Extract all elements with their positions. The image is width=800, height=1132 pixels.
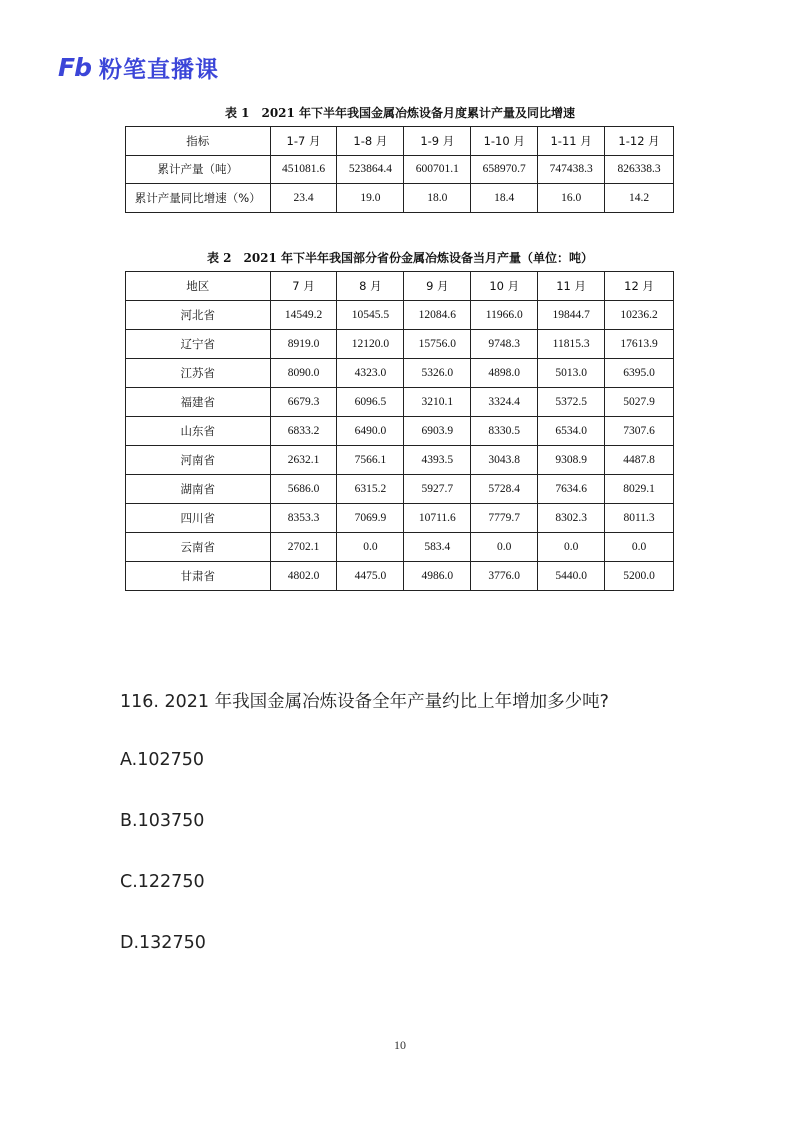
- table2-cell: 10545.5: [337, 301, 404, 330]
- table2-cell: 583.4: [404, 533, 471, 562]
- table1-header-cell: 1-9 月: [404, 127, 471, 156]
- table2-cell: 11815.3: [538, 330, 605, 359]
- table2-row: [126, 446, 674, 475]
- table2-cell: 2632.1: [270, 446, 337, 475]
- table2-header-cell: 地区: [126, 272, 271, 301]
- table1-cell: 16.0: [538, 184, 605, 213]
- table2-cell: 14549.2: [270, 301, 337, 330]
- table2-cell: 0.0: [471, 533, 538, 562]
- table2-header-cell: 7 月: [270, 272, 337, 301]
- table2-cell: 11966.0: [471, 301, 538, 330]
- table2-row-label: 江苏省: [126, 359, 271, 388]
- table2-cell: 3210.1: [404, 388, 471, 417]
- table2-cell: 7307.6: [605, 417, 674, 446]
- table2-header-cell: 8 月: [337, 272, 404, 301]
- table2-cell: 3043.8: [471, 446, 538, 475]
- table2-cell: 7779.7: [471, 504, 538, 533]
- table2-cell: 6833.2: [270, 417, 337, 446]
- option-b[interactable]: B.103750: [120, 811, 205, 831]
- table2: [125, 271, 674, 591]
- table2-cell: 0.0: [538, 533, 605, 562]
- table2-cell: 3776.0: [471, 562, 538, 591]
- table2-cell: 5728.4: [471, 475, 538, 504]
- table1-header-cell: 1-7 月: [270, 127, 337, 156]
- brand-mark: Fb: [58, 52, 91, 82]
- table2-cell: 8090.0: [270, 359, 337, 388]
- table2-cell: 4393.5: [404, 446, 471, 475]
- table2-cell: 9308.9: [538, 446, 605, 475]
- table2-cell: 5013.0: [538, 359, 605, 388]
- table2-cell: 4986.0: [404, 562, 471, 591]
- table2-cell: 2702.1: [270, 533, 337, 562]
- table2-cell: 4487.8: [605, 446, 674, 475]
- table1: [125, 126, 674, 213]
- brand-logo: [58, 50, 219, 84]
- table2-cell: 0.0: [337, 533, 404, 562]
- table2-cell: 19844.7: [538, 301, 605, 330]
- table2-cell: 8029.1: [605, 475, 674, 504]
- table2-row: [126, 330, 674, 359]
- brand-name: 粉笔直播课: [98, 56, 219, 83]
- table2-cell: 5927.7: [404, 475, 471, 504]
- table1-cell: 747438.3: [538, 155, 605, 184]
- table2-cell: 6395.0: [605, 359, 674, 388]
- table2-cell: 8302.3: [538, 504, 605, 533]
- table2-cell: 15756.0: [404, 330, 471, 359]
- table2-cell: 5686.0: [270, 475, 337, 504]
- table2-row-label: 四川省: [126, 504, 271, 533]
- table2-cell: 3324.4: [471, 388, 538, 417]
- page-number: 10: [394, 1038, 406, 1052]
- table2-row: [126, 562, 674, 591]
- table1-cell: 19.0: [337, 184, 404, 213]
- table2-header-cell: 12 月: [605, 272, 674, 301]
- table1-header-row: [126, 127, 674, 156]
- table1-header-cell: 指标: [126, 127, 271, 156]
- table2-cell: 7634.6: [538, 475, 605, 504]
- table2-row-label: 河北省: [126, 301, 271, 330]
- table1-header-cell: 1-10 月: [471, 127, 538, 156]
- table2-cell: 17613.9: [605, 330, 674, 359]
- table1-row: [126, 155, 674, 184]
- table2-row-label: 甘肃省: [126, 562, 271, 591]
- table2-cell: 4802.0: [270, 562, 337, 591]
- question-text: 116. 2021 年我国金属冶炼设备全年产量约比上年增加多少吨?: [120, 692, 609, 712]
- table2-caption: 表 2 2021 年下半年我国部分省份金属冶炼设备当月产量（单位：吨）: [206, 251, 594, 265]
- table2-cell: 6096.5: [337, 388, 404, 417]
- option-d[interactable]: D.132750: [120, 933, 206, 953]
- table2-row: [126, 388, 674, 417]
- table1-cell: 14.2: [605, 184, 674, 213]
- table2-cell: 12084.6: [404, 301, 471, 330]
- table2-row-label: 云南省: [126, 533, 271, 562]
- table2-cell: 4475.0: [337, 562, 404, 591]
- table2-row: [126, 417, 674, 446]
- table1-cell: 658970.7: [471, 155, 538, 184]
- table2-cell: 5372.5: [538, 388, 605, 417]
- table2-row-label: 山东省: [126, 417, 271, 446]
- table2-cell: 9748.3: [471, 330, 538, 359]
- table2-cell: 6534.0: [538, 417, 605, 446]
- table2-cell: 5200.0: [605, 562, 674, 591]
- table1-row: [126, 184, 674, 213]
- table2-header-row: [126, 272, 674, 301]
- table1-row-label: 累计产量同比增速（%）: [126, 184, 271, 213]
- table1-header-cell: 1-12 月: [605, 127, 674, 156]
- option-c[interactable]: C.122750: [120, 872, 205, 892]
- table2-cell: 8330.5: [471, 417, 538, 446]
- table1-header-cell: 1-11 月: [538, 127, 605, 156]
- table2-cell: 6679.3: [270, 388, 337, 417]
- table2-row: [126, 359, 674, 388]
- table2-cell: 6315.2: [337, 475, 404, 504]
- table2-cell: 0.0: [605, 533, 674, 562]
- table2-row: [126, 475, 674, 504]
- table1-cell: 23.4: [270, 184, 337, 213]
- table2-cell: 6903.9: [404, 417, 471, 446]
- table2-header-cell: 9 月: [404, 272, 471, 301]
- option-a[interactable]: A.102750: [120, 750, 205, 770]
- table2-cell: 7069.9: [337, 504, 404, 533]
- table2-row: [126, 533, 674, 562]
- table2-cell: 12120.0: [337, 330, 404, 359]
- table2-header-cell: 11 月: [538, 272, 605, 301]
- table2-row: [126, 301, 674, 330]
- table1-row-label: 累计产量（吨）: [126, 155, 271, 184]
- table2-cell: 10711.6: [404, 504, 471, 533]
- table1-cell: 18.4: [471, 184, 538, 213]
- table2-row-label: 福建省: [126, 388, 271, 417]
- table2-cell: 4323.0: [337, 359, 404, 388]
- table1-cell: 600701.1: [404, 155, 471, 184]
- table2-cell: 6490.0: [337, 417, 404, 446]
- table1-header-cell: 1-8 月: [337, 127, 404, 156]
- table1-cell: 826338.3: [605, 155, 674, 184]
- table2-cell: 8011.3: [605, 504, 674, 533]
- table1-cell: 18.0: [404, 184, 471, 213]
- table2-cell: 7566.1: [337, 446, 404, 475]
- table2-cell: 5027.9: [605, 388, 674, 417]
- table2-cell: 4898.0: [471, 359, 538, 388]
- table2-cell: 8919.0: [270, 330, 337, 359]
- table2-cell: 5440.0: [538, 562, 605, 591]
- table2-row-label: 辽宁省: [126, 330, 271, 359]
- table2-row-label: 河南省: [126, 446, 271, 475]
- table2-cell: 5326.0: [404, 359, 471, 388]
- table1-cell: 451081.6: [270, 155, 337, 184]
- table2-row: [126, 504, 674, 533]
- table1-cell: 523864.4: [337, 155, 404, 184]
- table2-row-label: 湖南省: [126, 475, 271, 504]
- table2-cell: 8353.3: [270, 504, 337, 533]
- table2-cell: 10236.2: [605, 301, 674, 330]
- table1-caption: 表 1 2021 年下半年我国金属冶炼设备月度累计产量及同比增速: [224, 106, 576, 120]
- table2-header-cell: 10 月: [471, 272, 538, 301]
